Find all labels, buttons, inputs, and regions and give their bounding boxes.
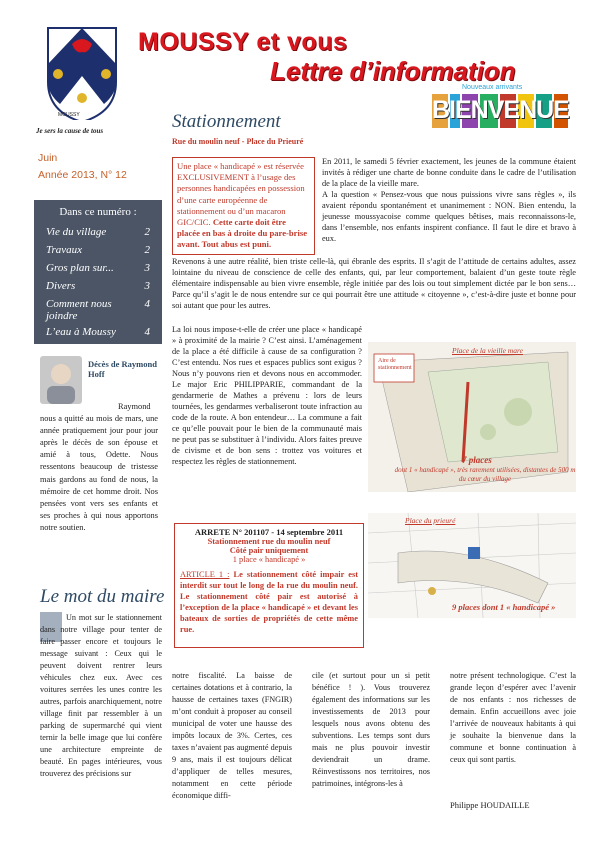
- arrete-article-label: ARTICLE 1 :: [180, 570, 230, 579]
- toc-item[interactable]: [34, 244, 162, 262]
- handicap-notice-text: Une place « handicapé » est réservée EXCLUSIVEMENT à l’usage des personnes handicapées en possession d’une carte européenne de stationnement ou d’un macaron GIC/CIC.: [177, 161, 305, 228]
- newsletter-title: MOUSSY et vous: [138, 28, 348, 56]
- welcome-text: BIENVENUE: [432, 96, 569, 124]
- arrete-line-3: Côté pair uniquement: [229, 546, 309, 555]
- toc-item[interactable]: [34, 280, 162, 298]
- mayor-text-col1: Un mot sur le stationnement dans notre village pour tenter de faire passer encore et toujours le message suivant : Ceux qui le peuvent doivent rentrer leurs véhicules chez eux. Avec ces voitures serrées les unes contre les autres, parfois anarchiquement, notre village finit par ressembler à un parking de supermarché qui vient ternir la belle image que lui confère une architecture empreinte de beauté. En pages intérieures, vous trouverez des précisions sur: [40, 613, 162, 778]
- issue-number: Année 2013, N° 12: [38, 169, 127, 181]
- obituary-text: Raymond nous a quitté au mois de mars, une année pratiquement jour pour jour après le décès de son épouse et amié à tous, Odette. Nous ressentons beaucoup de tristesse mais gardons au fond de nous, la mémoire de cet homme droit. Nos pensées vont vers ses enfants et ses proches à qui nous apportons notre soutien.: [40, 402, 158, 532]
- handicap-notice-bold: Cette carte doit être placée en bas à droite du pare-brise avant. Tout abus est puni.: [177, 217, 308, 250]
- parking-heading: Stationnement: [172, 111, 281, 132]
- obituary-photo: [40, 356, 82, 404]
- arrete-box: [174, 523, 364, 648]
- mayor-text-col4: notre présent technologique. C’est la grande leçon d’espérer avec l’avenir de nos enfants : nos richesses de demain. Enfin accueillons avec joie l’arrivée de nouveaux habitants à qui je souhaite la bienvenue dans la commune et bonne continuation à ceux qui sont partis.: [450, 671, 576, 764]
- arrete-article: [180, 569, 358, 635]
- toc-item-page: 2: [144, 226, 150, 238]
- arrete-line-2: Stationnement rue du moulin neuf: [207, 537, 331, 546]
- mayor-signature: Philippe HOUDAILLE: [450, 800, 530, 810]
- toc-item-page: 4: [144, 326, 150, 338]
- toc-item-label: Divers: [46, 280, 76, 292]
- map1-caption-detail: dont 1 « handicapé », très rarement utilisées, distantes de 500 m du cœur du village: [394, 466, 576, 483]
- motto: Je sers la cause de tous: [36, 127, 104, 135]
- parking-para-2: A la question « Pensez-vous que nous puissions vivre sans règles », ils avaient répondu spontanément et unanimement : NON. Bien entendu, la jeunesse moussyacoise comme quelques bêtises, mais reconnaissons-le, dans l’ensemble, nos enfants inspirent confiance. Il faut le dire et bravo à eux.: [322, 190, 576, 243]
- toc-item-page: 3: [144, 262, 150, 274]
- toc-item[interactable]: [34, 262, 162, 280]
- issue-month: Juin: [38, 152, 58, 164]
- toc-item-label: L’eau à Moussy: [46, 326, 116, 338]
- obituary-title: Décès de Raymond Hoff: [88, 359, 157, 379]
- toc-item-page: 3: [144, 280, 150, 292]
- mayor-heading: Le mot du maire: [40, 586, 165, 607]
- newsletter-subtitle: Lettre d’information: [270, 56, 516, 86]
- parking-para-1: En 2011, le samedi 5 février exactement, les jeunes de la commune étaient invités à rédiger une charte de bonne conduite dans le cadre de l’utilisation de la place de la vieille mare.: [322, 157, 576, 188]
- toc-item-page: 4: [144, 298, 150, 310]
- arrete-title: ARRETE N° 201107 - 14 septembre 2011: [194, 527, 344, 537]
- map1-title: Place de la vieille mare: [452, 346, 523, 355]
- parking-subheading: Rue du moulin neuf - Place du Prieuré: [172, 137, 304, 146]
- toc-item-label: Comment nous joindre: [46, 298, 112, 322]
- parking-para-3: Revenons à une autre réalité, bien triste celle-là, qui ébranle des esprits. Il s’agit de l’attitude de certains adultes, assez lointaine du niveau de conscience de celle des enfants, qui, par leur comportement, balaient d’un geste toute règle élémentaire indispensable au bien vivre ensemble, règle initiée par des lois ou tout simplement dictée par le bon sens… Parce qu’il s’agit le de nous entendre sur ce qui pourrait être une attitude « citoyenne », c’est-à-dire juste et bonne pour soi autant que pour les autres.: [172, 257, 576, 310]
- toc-item[interactable]: [34, 226, 162, 244]
- issue-date: [38, 150, 127, 184]
- parking-para-4: La loi nous impose-t-elle de créer une place « handicapé » à proximité de la mairie ? C’est ainsi. L’aménagement de la place a été difficile à cause de sa configuration ? C’est entendu. Nos rues et espaces publics sont exigus ? Nous n’y pouvons rien et devons nous en accommoder. Le major Eric PHILIPPARIE, commandant de la gendarmerie de Mathes a prévenu : lors de leurs tournées, les gendarmes verbaliseront toute infraction au code de la route. A bon entendeur… La commune a fait ce qu’elle pouvait pour le bien de la communauté mais ne peut pas se substituer à l’individu. Alors faites preuve de civisme et de bon sens : trottez vos voitures et respectez les règles de stationnement.: [172, 325, 362, 466]
- table-of-contents: [34, 200, 162, 344]
- toc-item-label: Travaux: [46, 244, 83, 256]
- arrete-line-4: 1 place « handicapé »: [232, 555, 306, 564]
- toc-item-label: Gros plan sur...: [46, 262, 114, 274]
- map1-label: Aire de stationnement: [378, 358, 412, 371]
- map2-title: Place du prieuré: [405, 516, 456, 525]
- crest-label: MOUSSY: [58, 112, 80, 118]
- toc-item[interactable]: [34, 298, 162, 326]
- toc-heading: Dans ce numéro :: [59, 206, 137, 218]
- toc-item[interactable]: [34, 326, 162, 344]
- toc-item-page: 2: [144, 244, 150, 256]
- welcome-small-label: Nouveaux arrivants: [462, 84, 523, 91]
- map2-caption: 9 places dont 1 « handicapé »: [452, 602, 556, 612]
- mayor-text-col3: cile (et surtout pour un si petit bénéfice ! ). Vous trouverez également des informations sur les investissements de 2013 pour lesquels nous avons obtenu des subventions. Les temps sont durs mais ne plus pouvoir investir deviendrait un drame. Réinvestissons nos territoires, nos patrimoines, intégrons-les à: [312, 671, 430, 788]
- toc-item-label: Vie du village: [46, 226, 107, 238]
- handicap-notice-box: [172, 157, 315, 255]
- arrete-article-text: Le stationnement côté impair est interdit sur tout le long de la rue du moulin neuf. Le stationnement côté pair est autorisé à l’exception de la place « handicapé » et devant les bateaux de sorties de propriétés de cette même rue.: [180, 570, 359, 634]
- mayor-text-col2: notre fiscalité. La baisse de certaines dotations et à contrario, la hausse de certaines taxes (FNGIR) m’ont conduit à proposer au conseil municipal de voter une hausse des impôts locaux de 3%. Certes, ces taxes n’avaient pas augmenté depuis 9 ans, mais il est toujours délicat d’appliquer de telles mesures, notamment en cette période économique diffi-: [172, 671, 292, 800]
- map1-caption-places: 7 places: [462, 455, 492, 465]
- moussy-crest-logo: [44, 24, 120, 124]
